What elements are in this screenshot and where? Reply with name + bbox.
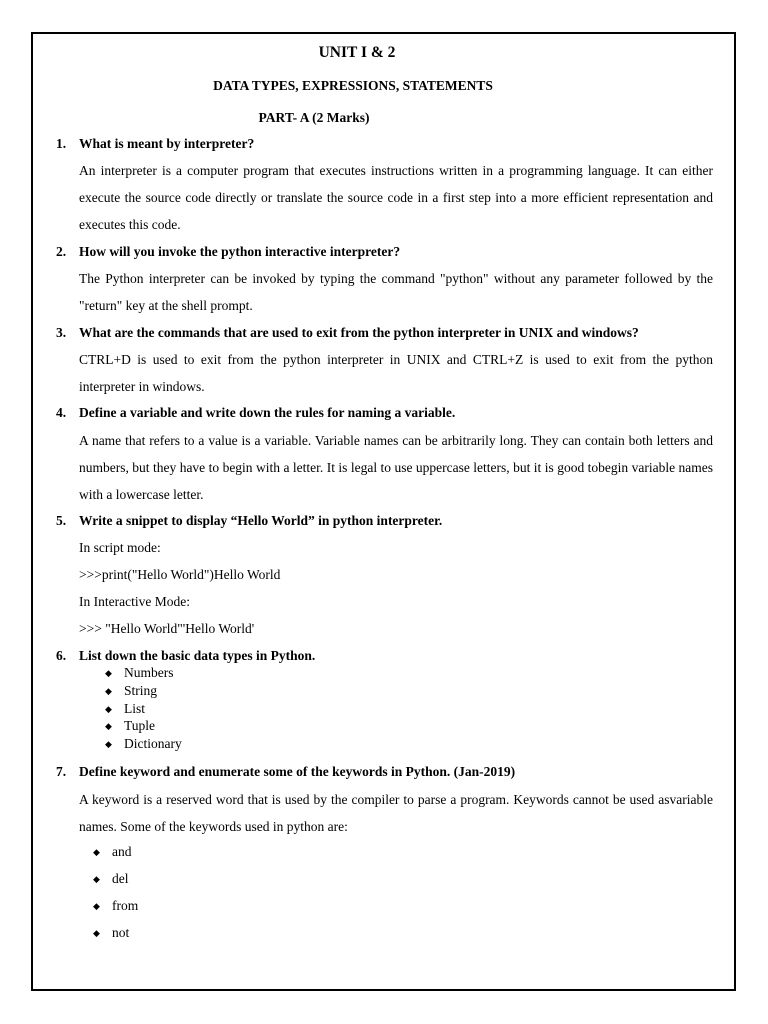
question-text: How will you invoke the python interactive interpreter? (79, 244, 401, 259)
answer-5-line-4: >>> "Hello World"'Hello World' (79, 621, 255, 636)
answer-5-line-2: >>>print("Hello World")Hello World (79, 567, 281, 582)
section-subtitle: DATA TYPES, EXPRESSIONS, STATEMENTS (213, 78, 493, 93)
question-number: 2. (56, 244, 67, 259)
question-number: 7. (56, 764, 67, 779)
question-text: List down the basic data types in Python. (79, 648, 316, 663)
question-6 (56, 648, 315, 664)
bullet-icon: ◆ (93, 928, 100, 938)
answer-5-line-3: In Interactive Mode: (79, 594, 190, 609)
answer-4: A name that refers to a value is a variable. Variable names can be arbitrarily long. They can contain both letters and numbers, but they have to begin with a letter. It is legal to use uppercase letters, but it is good tobegin variable names with a lowercase letter. (79, 433, 713, 502)
bullet-icon: ◆ (105, 739, 112, 749)
answer-2: The Python interpreter can be invoked by typing the command "python" without any parameter followed by the "return" key at the shell prompt. (79, 271, 713, 313)
question-text: What is meant by interpreter? (79, 136, 255, 151)
question-text: Define a variable and write down the rules for naming a variable. (79, 405, 456, 420)
question-2 (56, 244, 400, 260)
question-text: What are the commands that are used to exit from the python interpreter in UNIX and windows? (79, 325, 639, 340)
bullet-icon: ◆ (105, 721, 112, 731)
question-number: 4. (56, 405, 67, 420)
unit-title: UNIT I & 2 (318, 44, 396, 61)
part-heading: PART- A (2 Marks) (258, 110, 370, 125)
answer-1: An interpreter is a computer program that executes instructions written in a programming language. It can either execute the source code directly or translate the source code in a first step into a more efficient representation and executes this code. (79, 163, 713, 232)
question-number: 3. (56, 325, 67, 340)
question-4 (56, 405, 455, 421)
bullet-icon: ◆ (105, 668, 112, 678)
bullet-icon: ◆ (93, 874, 100, 884)
question-number: 1. (56, 136, 67, 151)
answer-5-line-1: In script mode: (79, 540, 161, 555)
bullet-icon: ◆ (93, 847, 100, 857)
question-number: 6. (56, 648, 67, 663)
bullet-icon: ◆ (105, 686, 112, 696)
question-1 (56, 136, 254, 152)
question-text: Write a snippet to display “Hello World” in python interpreter. (79, 513, 443, 528)
bullet-icon: ◆ (105, 704, 112, 714)
question-7 (56, 764, 515, 780)
question-text: Define keyword and enumerate some of the keywords in Python. (Jan-2019) (79, 764, 516, 779)
question-3 (56, 325, 639, 341)
question-5 (56, 513, 442, 529)
question-number: 5. (56, 513, 67, 528)
answer-3: CTRL+D is used to exit from the python interpreter in UNIX and CTRL+Z is used to exit from the python interpreter in windows. (79, 352, 713, 394)
bullet-icon: ◆ (93, 901, 100, 911)
answer-7: A keyword is a reserved word that is used by the compiler to parse a program. Keywords cannot be used asvariable names. Some of the keywords used in python are: (79, 792, 713, 834)
